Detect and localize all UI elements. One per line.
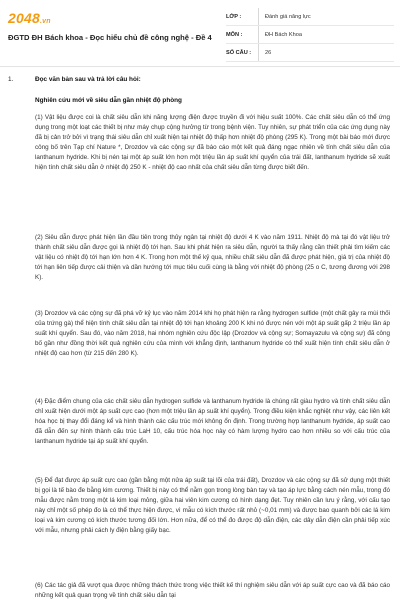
meta-table bbox=[226, 8, 394, 62]
meta-row-subject bbox=[226, 26, 394, 44]
article-title: Nghiên cứu mới về siêu dẫn gần nhiệt độ phòng bbox=[35, 97, 182, 104]
logo-suffix: .vn bbox=[39, 18, 51, 25]
header bbox=[0, 0, 400, 67]
paragraph-4: (4) Đặc điểm chung của các chất siêu dẫn hydrogen sulfide và lanthanum hydride là chúng rất giàu hydro và tính chất siêu dẫn chỉ xuất hiện dưới một áp suất cực cao (hơn một triệu lần áp suất khí quyển). Trong điều kiện khắc nghiệt như vậy, các liên kết hóa học bị thay đổi đáng kể và hình thành các cấu trúc mới không ổn định. Trong trường hợp lanthanum hydride, áp suất cao đã dẫn đến sự hình thành cấu trúc LaH 10, cấu trúc hóa học này có hàm lượng hydro cao hơn nhiều so với cấu trúc của lanthanum hydride tại áp suất khí quyển. bbox=[35, 398, 390, 445]
meta-label: MÔN : bbox=[226, 26, 259, 43]
meta-label: SỐ CÂU : bbox=[226, 44, 259, 61]
meta-row-class bbox=[226, 8, 394, 26]
paragraph-5: (5) Để đạt được áp suất cực cao (gần bằng một nửa áp suất tại lõi của trái đất), Drozdov và các cộng sự đã sử dụng một thiết bị gọi là tế bào đe bằng kim cương. Thiết bị này có thể nằm gọn trong lòng bàn tay và tạo áp lực bằng cách nén mẫu, trong đó mẫu được nằm trong một lá kim loại mỏng, giữa hai viên kim cương có hình dạng đẹt. Tuy nhiên cần lưu ý rằng, với cấu tạo này chỉ một số phép đo là có thể thực hiện được, vì mẫu có kích thước rất nhỏ (~0,01 mm) và được bao quanh bởi các lá kim loại và kim cương có kích thước tương đối lớn. Hơn nữa, để có thể đo được độ dẫn điện, các dây dẫn điện cần phải tiếp xúc với mẫu, nhưng phải cách ly điện bằng giấy bạc. bbox=[35, 477, 390, 534]
meta-value: ĐH Bách Khoa bbox=[265, 31, 303, 38]
paragraph-2: (2) Siêu dẫn được phát hiện lần đầu tiên trong thủy ngân tại nhiệt độ dưới 4 K vào năm 1911. Nhiệt độ mà tại đó vật liệu trở thành chất siêu dẫn được gọi là nhiệt độ tới hạn. Sau khi phát hiện ra siêu dẫn, người ta thấy rằng cần thiết phải tìm kiếm các vật liệu có nhiệt độ tới hạn lớn hơn 4 K. Trong hơn một thế kỷ qua, nhiều chất siêu dẫn đã được phát hiện, giá trị của nhiệt độ tới hạn liên tiếp được cải thiện và dần hướng tới mục tiêu cuối cùng là bằng với nhiệt độ phòng (25 o C, tương đương với 298 K). bbox=[35, 234, 390, 281]
paragraph-1: (1) Vật liệu được coi là chất siêu dẫn khi năng lượng điện được truyền đi với hiệu suất 100%. Các chất siêu dẫn có thể ứng dụng trong một loạt các thiết bị như máy chụp cộng hưởng từ trong bệnh viện. Tuy nhiên, sự phát triển của các ứng dụng này đã bị cản trở bởi vì trạng thái siêu dẫn chỉ xuất hiện tại nhiệt độ thấp hơn nhiệt độ phòng (295 K). Trong một bài báo mới được công bố trên Tạp chí Nature *, Drozdov và các cộng sự đã báo cáo một kết quả đáng ngạc nhiên về tính chất siêu dẫn của lanthanum hydride. Khi bị nén tại một áp suất lớn hơn một triệu lần áp suất khí quyển của trái đất, lanthanum hydride sẽ xuất hiện tính chất siêu dẫn ở nhiệt độ 250 K - nhiệt độ cao nhất của chất siêu dẫn từng được biết đến. bbox=[35, 114, 390, 171]
paragraph-3: (3) Drozdov và các cộng sự đã phá vỡ kỷ lục vào năm 2014 khi họ phát hiện ra rằng hydrogen sulfide (một chất gây ra mùi thối của trứng gà) thể hiện tính chất siêu dẫn tại nhiệt độ tới hạn khoảng 200 K khi nó được nén với một áp suất gấp 2 triệu lần áp suất khí quyển. Sau đó, vào năm 2018, hai nhóm nghiên cứu độc lập (Drozdov và cộng sự; Somayazulu và cộng sự) đã công bố gần như đồng thời kết quả nghiên cứu của mình với khẳng định, lanthanum hydride có thể xuất hiện tính chất siêu dẫn ở nhiệt độ cao hơn (từ 215 đến 280 K). bbox=[35, 310, 390, 357]
meta-row-count bbox=[226, 44, 394, 62]
question-number: 1. bbox=[8, 76, 14, 83]
document-title: ĐGTD ĐH Bách khoa - Đọc hiểu chủ đề công nghệ - Đề 4 bbox=[8, 33, 212, 42]
meta-label: LỚP : bbox=[226, 8, 259, 25]
site-logo[interactable] bbox=[8, 10, 51, 26]
question-prompt: Đọc văn bản sau và trả lời câu hỏi: bbox=[35, 76, 141, 83]
meta-value: 26 bbox=[265, 49, 272, 56]
paragraph-6: (6) Các tác giả đã vượt qua được những thách thức trong việc thiết kế thí nghiệm siêu dẫn với áp suất cực cao và đã báo cáo những kết quả quan trọng về tính chất siêu dẫn tại bbox=[35, 582, 390, 599]
meta-value: Đánh giá năng lực bbox=[265, 13, 311, 20]
logo-main: 2048 bbox=[8, 10, 40, 26]
